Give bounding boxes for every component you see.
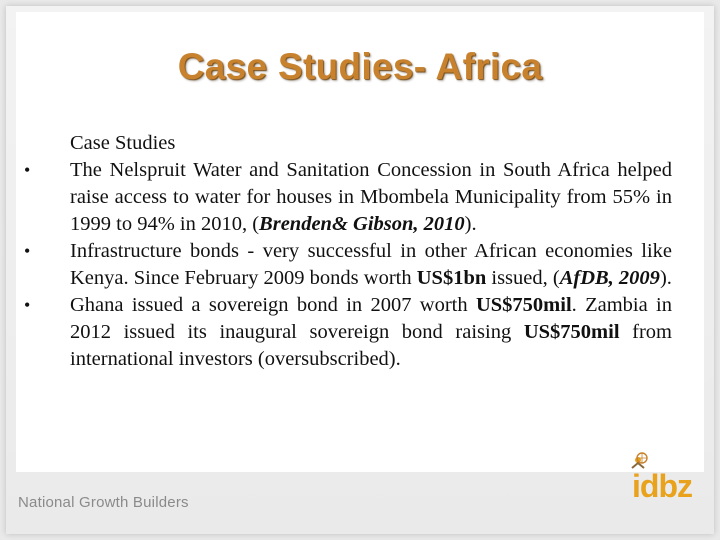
bullet-text: The Nelspruit Water and Sanitation Concession in South Africa helped raise access to water for houses in Mbombela Municipality from 55% in 1999 to 94% in 2010, (: [70, 159, 672, 235]
slide-body: [20, 130, 672, 373]
citation: Brenden& Gibson, 2010: [259, 213, 465, 235]
amount-emphasis: US$1bn: [416, 267, 487, 289]
bullet-icon: •: [24, 295, 31, 315]
slide-title: Case Studies- Africa: [177, 46, 543, 87]
bullet-item: [20, 238, 672, 292]
bullet-text: Ghana issued a sovereign bond in 2007 worth: [70, 294, 476, 316]
bullet-text: Infrastructure bonds - very successful in other African economies like Kenya. Since February 2009 bonds worth: [70, 240, 672, 289]
logo-wordmark: idbz: [632, 468, 692, 504]
idbz-logo: [628, 446, 704, 522]
bullet-icon: •: [24, 160, 31, 180]
bullet-item: [20, 292, 672, 373]
amount-emphasis: US$750mil: [523, 321, 620, 343]
footer-tagline: National Growth Builders: [18, 494, 189, 511]
bullet-text: issued, (: [486, 267, 560, 289]
bullet-icon: •: [24, 241, 31, 261]
citation: AfDB, 2009: [559, 267, 660, 289]
bullet-list: [20, 157, 672, 373]
bullet-text: . Zambia in 2012 issued its inaugural sovereign bond raising: [70, 294, 672, 343]
section-heading: Case Studies: [70, 132, 176, 154]
bullet-text: ).: [464, 213, 477, 235]
bullet-item: [20, 157, 672, 238]
amount-emphasis: US$750mil: [475, 294, 572, 316]
bullet-text: ).: [659, 267, 672, 289]
bullet-text: from international investors (oversubscribed).: [70, 321, 672, 370]
